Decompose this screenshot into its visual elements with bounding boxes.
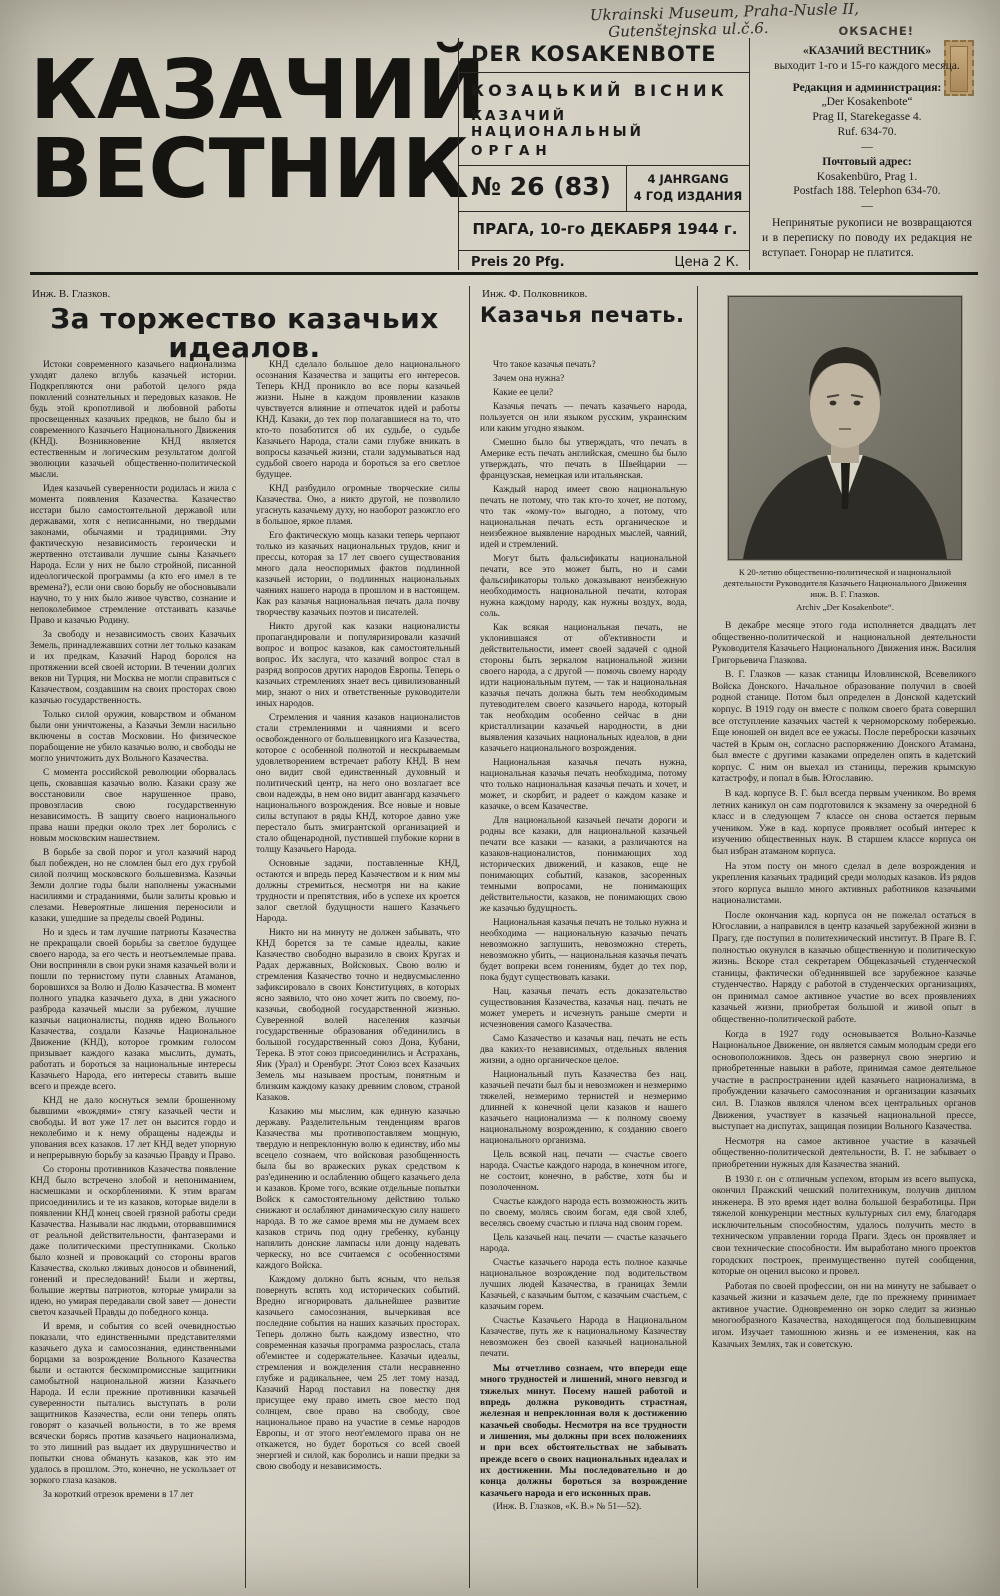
title-line-1: КАЗАЧИЙ xyxy=(30,43,486,138)
price-row xyxy=(471,251,739,270)
portrait-photo-graphic xyxy=(729,297,961,559)
article-left-column-2: КНД сделало большое дело национального осознания Казачества и защиты его интересов. Теперь КНД проникло во все поры казачьей жизни. Ныне в каждом проявлении казаков чувствуется влияние и отпечаток идей и работы КНД. Казаки, до тех пор полагавшиеся на то, что кто-то позаботится об их судьбе, о судьбе Казачьего Народа, стали сами глубже вникать в вопросы казачьей жизни, стали задумываться над судьбой своего народа и бороться за его светлое будущее. КНД разбудило огромные творческие силы Казачества. Оно, а никто другой, не позволило угаснуть казачьему духу, но наоборот разожгло его в большое, яркое пламя. Его фактическую мощь казаки теперь черпают только из казачьих национальных трудов, книг и прессы, которая за 17 лет своего существования много дала неоспоримых фактов подлинной казачьей истории, о подлинных национальных чаяниях нашего народа в прошлом и в настоящем. Как раз казачья национальная печать дала почву творчеству казачьих поэтов и писателей. Никто другой как казаки националисты пропагандировали и популяризировали казачий вопрос и вопрос казаков, как самостоятельный вопрос. Их заслуга, что казачий вопрос стал в разряд вопросов других народов Европы. Теперь о казачьих стремлениях знает весь цивилизованный мир, знают о них и ответственные руководители иных народов. Стремления и чаяния казаков националистов стали стремлениями и чаяниями и всего освобожденного от большевицкого ига Казачества, которое с особенной полнотой и нескрываемым удовлетворением встречает работу КНД. В нем оно видит свой единственный духовный и политический центр, на него оно возлагает все свои надежды, в нем оно видит авангард казачьего национального возрождения. Все новые и новые силы вступают в ряды КНД, которое давно уже перестало быть эмигрантской организацией и стало общенародной, пустившей глубокие корни в толщу Казачьего Народа. Основные задачи, поставленные КНД, остаются и впредь перед Казачеством и к ним мы должны стремиться, несмотря ни на какие трудности и препятствия, ибо в успехе их кроется залог светлой будущности нашего Казачьего Народа. Никто ни на минуту не должен забывать, что КНД борется за те самые идеалы, какие Казачество свободно выразило в своих Кругах и Радах державных, Войсковых. Свою волю и стремления Казачество точно и недвусмысленно зафиксировало в своих Конституциях, в которых ясно заявило, что оно хочет жить по своему, по-казачьи, свободной государственной жизнью. Суверенной волей населения казачьи государственные образования об'единились в большой государственный союз Дона, Кубани, Терека. В этот союз присоединились и Астрахань, Яик (Урал) и Оренбург. Этот Союз всех Казачьих Земель мы называем простым, понятным и близким каждому казаку древним словом, страной Казаков. Казакию мы мыслим, как единую казачью державу. Разделительным тенденциям врагов Казачества мы противопоставляем мощную, твердую и непреклонную волю к единству, ибо мы всецело сознаем, что войсковая разобщенность была бы во вражеских руках средством к раз'единению и ослаблению общего казачьего дела и казаков. Кроме того, всякие отдельные попытки Войск к самостоятельному действию только снижают и ослабляют динамическую силу нашего народа. В то же самое время мы не думаем всех казаков стричь под одну гребенку, кубанцу напялить донские лампасы или донцу надевать черкеску, но все считаемся с особенностями каждого Войска. Каждому должно быть ясным, что нельзя повернуть вспять ход исторических событий. Вредно игнорировать дальнейшее развитие казачьего самосознания, вычеркивая все последние события на наших казачьих просторах. Теперь должно быть каждому известно, что современная казачья программа разрослась, стала об'емистее и содержательнее. Казачьи идеалы, стремления и вожделения стали несравненно глубже и радикальнее, чем 25 лет тому назад. Казачий Народ поставил на повестку дня присущее ему право иметь свое место под солнцем, свое право на свободу, свое национальное право на участие в семье народов Европы, и от этого неот'емлемого права он не откажется, но будет бороться со всей своей энергией и силой, как боролись и наши предки за свою свободу и независимость. xyxy=(246,356,470,1588)
biography-text: В декабре месяце этого года исполняется двадцать лет общественно-политической и национальной деятельности Руководителя Казачьего Национального Движения инж. Василия Григорьевича Глазкова. В. Г. Глазков — казак станицы Иловлинской, Всевеликого Войска Донского. Начальное образование получил в своей родной станице. Потом был определен в Донской кадетский корпус. В 1919 году он вместе с полком своего брата совершил все отступление казачьих частей к черноморскому побережью. Еще юношей он видел все ее ужасы. После переброски казачьих частей в Крым он, согласно распоряжению Донского Атамана, был вместе с другими казаками определен опять в кадетский корпус. С ним он выехал из станицы, пережив крымскую катастрофу, и попал в быв. Югославию. В кад. корпусе В. Г. был всегда первым учеником. Во время летних каникул он сам подготовился к экзамену за очередной 6 класс и в следующем 7 классе он снова остается первым учеником. Уже в кад. корпусе проявляет особый интерес к изучению общественных наук. В старшем классе корпуса он был избран атаманом корпуса. На этом посту он много сделал в деле возрождения и укрепления казачьих традиций среди молодых казаков. Из рядов этого корпуса вышло много активных работников казачьими националистами. После окончания кад. корпуса он не пожелал остаться в Югославии, а направился в центр казачьей зарубежной жизни в Прагу, где поступил в политехнический институт. В Праге В. Г. полностью окунулся в казачью общественную и политическую жизнь. Вскоре стал секретарем Общеказачьей студенческой станицы, фактически об'единявшей все зарубежное казачье студенчество. Наряду с работой в студенческих организациях, он принимал самое активное участие во всех проявлениях казачьей жизни, приобретая большой и живой опыт в общественно-политической работе. Когда в 1927 году основывается Вольно-Казачье Национальное Движение, он является самым молодым среди его основоположников. Здесь он развернул свою энергию и приобретенные навыки в работе, принимая самое деятельное участие в распространении идей казачьего национализма, в пробуждении казачьего самосознания и организации казачьих сил. В. Глазков являлся членом всех центральных органов Движения, участвует в казачьей национальной прессе, выступает на диспутах, защищая позиции Вольного Казачества. Несмотря на самое активное участие в казачьей общественно-политической деятельности, В. Г. не забывает о приобретении нужных для Казачества знаний. В 1930 г. он с отличным успехом, вторым из всего выпуска, окончил Пражский чешский политехникум, получив диплом инженера. В это время идет волна большой безработицы. При тяжелой конкуренции местных культурных сил ему, благодаря исключительным способностям, удалось получить место в техническом управлении города Праги. Здесь он проявляет и свои технические способности. Им выработано много проектов городских построек, преимущественно путей сообщения, которые он оценил высоко и провел. Работая по своей профессии, он ни на минуту не забывает о казачьей жизни и казачьем деле, где по прежнему принимает активное участие. Одновременно он зорко следит за жизнью многообразного Казачества, находящегося под большевицким игом. Изучает тамошнюю жизнь и ее изменения, как на Казачьих Землях, так и советскую. xyxy=(712,620,976,1350)
article-left-title: За торжество казачьих идеалов. xyxy=(50,302,439,365)
publication-info-box: «КАЗАЧИЙ ВЕСТНИК» выходит 1-го и 15-го каждого месяца. Редакция и администрация: „Der Kosakenbote“ Prag II, Starekegasse 4. Ruf. 634-70. — Почтовый адрес: Kosakenbüro, Prag 1. Postfach 188. Telephon 634-70. — Непринятые рукописи не возвращаются и в переписку по поводу их редакция не вступает. Гонорар не платится. xyxy=(762,44,972,259)
article-left-column-1: Истоки современного казачьего национализма уходят далеко вглубь казачьей истории. Подкрепляются они работой целого ряда поколений сознательных и передовых казаков. Не будь этой кропотливой и любовной работы просвещенных казачьих предков, не было бы и современного Казачьего Национального Движения (КНД). Возникновение КНД является естественным и логическим результатом долгой эволюции казачьей общественно-политической мысли. Идея казачьей суверенности родилась и жила с момента появления Казачества. Казачество исстари было самостоятельной державой или державами, хотя с неписанными, но твердыми законами, обычаями и традициями. Эту фактическую независимость героически и жертвенно отстаивали лучшие сыны Казачьего Народа. Если у них не было стройной, писанной идеологической программы (а кто его имел в те времена?), если они свою борьбу не обосновывали научно, то у них было живое чувство, сознание и непоколебимое стремление отстаивать казачье Право и казачью Родину. За свободу и независимость своих Казачьих Земель, принадлежавших сотни лет только казакам и их предкам, Казачий Народ боролся на протяжении всей своей истории. В течении долгих веков ни Турция, ни Москва не могли справиться с Казачеством, создавшим на своих просторах свою казачью государственность. Только силой оружия, коварством и обманом были они уничтожены, а Казачьи Земли насильно включены в состав Московии. Но физическое порабощение не убило казачью волю, и свободы не могло уничтожить дух Вольного Казачества. С момента российской революции оборвалась цепь, сковавшая казачью волю. Казаки сразу же восстановили свое нарушенное право, провозгласив свою государственную независимость. В защиту своего национального права наши предки около трех лет боролись с новым московским нашествием. В борьбе за свой порог и угол казачий народ был побежден, но не сломлен был его дух грубой силой полчищ московского большевизма. Казачьи Земли долгие годы были наполнены ужасными насилиями и страданиями, были залиты кровью и слезами. Невероятные лишения переносили и казаки, ушедшие за пределы своей Родины. Но и здесь и там лучшие патриоты Казачества не прекращали своей борьбы за светлое будущее своего народа, за его честь и неотъемлемые права. Они восприняли в свои руки знамя казачьей воли и пошли по тернистому пути славных Атаманов, боровшихся за Волю и Долю Казачества. В момент полного упадка казачьего духа, в дни ужасного разброда казачьей мысли за рубежом, лучшие казачьи националисты, подняв идею Вольного Казачества, создали Казачье Национальное Движение (КНД), которое громким голосом призывает каждого казака мыслить, думать, работать и бороться за национальные интересы Казачьего Народа, его интересы ставить выше всего и прежде всего. КНД не дало коснуться земли брошенному бывшими «вождями» стягу казачьей чести и свободы. И вот уже 17 лет он высится гордо и неколебимо и к нему обращены надежды и упования всех казаков. 17 лет КНД ведет упорную и непрерывную борьбу за казачью Правду и Право. Со стороны противников Казачества появление КНД было встречено злобой и непониманием, насмешками и оскорблениями. К этим врагам присоединились и те из казаков, которые видели в появлении КНД конец своей грязной работы среди Казачества. Называли нас людьми, оторвавшимися от реальной действительности, фантазерами и даже политическими преступниками. Сколько было козней и провокаций со стороны врагов Казачества, сколько лживых доносов и обвинений, гонений и преследований! Были и жертвы, большие жертвы патриотов, которые умирали за идею, но умирая передавали свой завет — донести светоч казачьей Правды до победного конца. И время, и события со всей очевидностью показали, что единственными представителями казачьего духа и самосознания, единственными борцами за возрождение Вольного Казачества были и остаются бескомпромиссные защитники самобытной национальной жизни Казачьего Народа. И если прежние противники казачьей суверенности пытались выступать в роли защитников Казачества, если они теперь опять говорят о казачьей вольности, в то же время всячески борясь против казачьего национализма, то это лишний раз выдает их двурушничество и попытки снова обмануть казаков, как это им удалось в прошлом. Это, конечно, не ускользает от зоркого глаза казаков. За короткий отрезок времени в 17 лет xyxy=(30,356,246,1588)
article-left-header xyxy=(30,286,470,365)
subtitle-russian-1: КАЗАЧИЙ НАЦИОНАЛЬНЫЙ xyxy=(471,108,644,140)
page-body xyxy=(30,286,978,1588)
rule xyxy=(459,72,749,73)
article-middle-column xyxy=(470,356,698,1588)
year-german: 4 JAHRGANG xyxy=(647,172,729,186)
article-middle-title: Казачья печать. xyxy=(480,303,685,327)
year-russian: 4 ГОД ИЗДАНИЯ xyxy=(633,189,743,204)
subtitle-ukrainian: КОЗАЦЬКИЙ ВІСНИК xyxy=(471,81,728,100)
price-german: Preis 20 Pfg. xyxy=(471,254,565,270)
handwritten-archive-note xyxy=(590,1,860,41)
subtitle-russian-2: ОРГАН xyxy=(471,143,553,159)
subtitle-german: DER KOSAKENBOTE xyxy=(471,42,717,66)
issue-row xyxy=(459,166,749,212)
title-line-2: ВЕСТНИК xyxy=(30,121,469,217)
article-middle-byline: Инж. Ф. Полковников. xyxy=(482,288,588,300)
portrait-photo xyxy=(728,296,962,560)
article-closing-bold: Мы отчетливо сознаем, что впереди еще много трудностей и лишений, много невзгод и тяжелых минут. Посему нашей работой и впредь должна руководить страстная, железная и непреклонная воля к достижению казачьей свободы. Несмотря на все трудности и лишения, мы должны при всех положениях и при всех обстоятельствах не забывать прежде всего о своих национальных идеалах и их достижении. Мы последовательно и до конца должны бороться за возрождение казачьего народа и его исконных прав. xyxy=(480,1363,687,1499)
masthead-center xyxy=(458,38,750,270)
photo-caption: К 20-летию общественно-политической и национальной деятельности Руководителя Казачьего Национального Движения инж. В. Г. Глазков. Archiv „Der Kosakenbote“. xyxy=(723,567,967,612)
article-middle-header xyxy=(470,286,698,356)
stamp-text-note: ОКSACHE! xyxy=(838,24,914,38)
masthead-rule xyxy=(30,272,978,275)
handwriting-line-2: Gutenštejnska ul.č.6. xyxy=(608,18,769,41)
masthead xyxy=(30,38,978,270)
newspaper-title xyxy=(30,38,486,270)
article-signature: (Инж. В. Глазков, «К. В.» № 51—52). xyxy=(493,1502,642,1513)
dateline: ПРАГА, 10-го ДЕКАБРЯ 1944 г. xyxy=(472,219,738,238)
issue-number: № 26 (83) xyxy=(471,172,611,201)
price-czech: Цена 2 К. xyxy=(674,254,739,270)
article-middle-text: Что такое казачья печать? Зачем она нужна? Какие ее цели? Казачья печать — печать казачьего народа, пользуется он или языком русским, украинским или каким угодно языком. Смешно было бы утверждать, что печать в Америке есть печать английская, смешно бы было утверждать, что печать в Швейцарии — французская, немецкая или итальянская. Каждый народ имеет свою национальную печать не потому, что так кто-то хочет, не потому, что так «кому-то» выгодно, а потому, что национальная печать есть органическое и неизбежное выявление народных мыслей, чаяний, идей и стремлений. Могут быть фальсификаты национальной печати, все это может быть, но и сами фальсификаторы только доказывают неизбежную необходимость национальной печати, которая нужна каждому народу, как нужны воздух, вода, соль. Как всякая национальная печать, не уклонившаяся от об'ективности и действительности, имеет своей задачей с одной стороны быть зеркалом национальной жизни своего народа, а с другой — помочь своему народу идти национальным путем, — так и национальная казачья печать должна быть тем необходимым путеводителем своего казачьего народа, который так необходим особенно сейчас в дни кристаллизации казачьей народности, в дни выявления казачьих национальных идеалов, в дни казачьего национального возрождения. Национальная казачья печать нужна, национальная казачья печать необходима, потому что только национальная казачья печать и хочет, и может, и скорбит, и радеет о каждом казаке и казачке, о всем Казачестве. Для национальной казачьей печати дороги и родны все казаки, для национальной казачьей печати все казаки — казаки, а различаются на казаков-националистов, понимающих ход исторических движений, и казаков, еще не понимающих событий, казаков, засоренных темными вопросами, не понимающих действительности, казаков, не понимающих свою же казачью будущность. Национальная казачья печать не только нужна и необходима — национальную казачью печать невозможно заглушить, невозможно стереть, невозможно убить, — национальная казачья печать будет вопреки всем гонениям, будет до тех пор, пока будут существовать казаки. Нац. казачья печать есть доказательство существования Казачества, казачья нац. печать не может умереть и исчезнуть раньше смерти и исчезновения самого Казачества. Само Казачество и казачья нац. печать не есть два каких-то независимых, отдельных явления жизни, а одно органическое целое. Национальный путь Казачества без нац. казачьей печати был бы и невозможен и незмеримо тяжелей, незмеримо тернистей и незмеримо длинней к конечной цели казаков и нашего казачьего национализма — к полному своему национальному возрождению, к созданию своего национального организма. Цель всякой нац. печати — счастье своего народа. Счастье каждого народа, в конечном итоге, не состоит, конечно, в рабстве, хотя бы и позолоченном. Счастье каждого народа есть возможность жить по своему, молясь своим богам, едя свой хлеб, веселясь своему счастью и плача над своим горем. Цель казачьей нац. печати — счастье казачьего народа. Счастье казачьего народа есть полное казачье национальное возрождение под водительством лучших людей Казачества, в границах Земли Казачьей, с казачьим бытом, с казачьим счастьем, с казачьим горем. Счастье Казачьего Народа в Национальном Казачестве, путь же к национальному Казачеству невозможен без своей казачьей национальной печати. xyxy=(480,360,687,1359)
handwriting-line-1: Ukrainski Museum, Praha-Nusle II, xyxy=(589,0,860,25)
right-section xyxy=(698,286,978,1588)
article-left-byline: Инж. В. Глазков. xyxy=(32,288,111,300)
publication-year xyxy=(626,166,749,211)
